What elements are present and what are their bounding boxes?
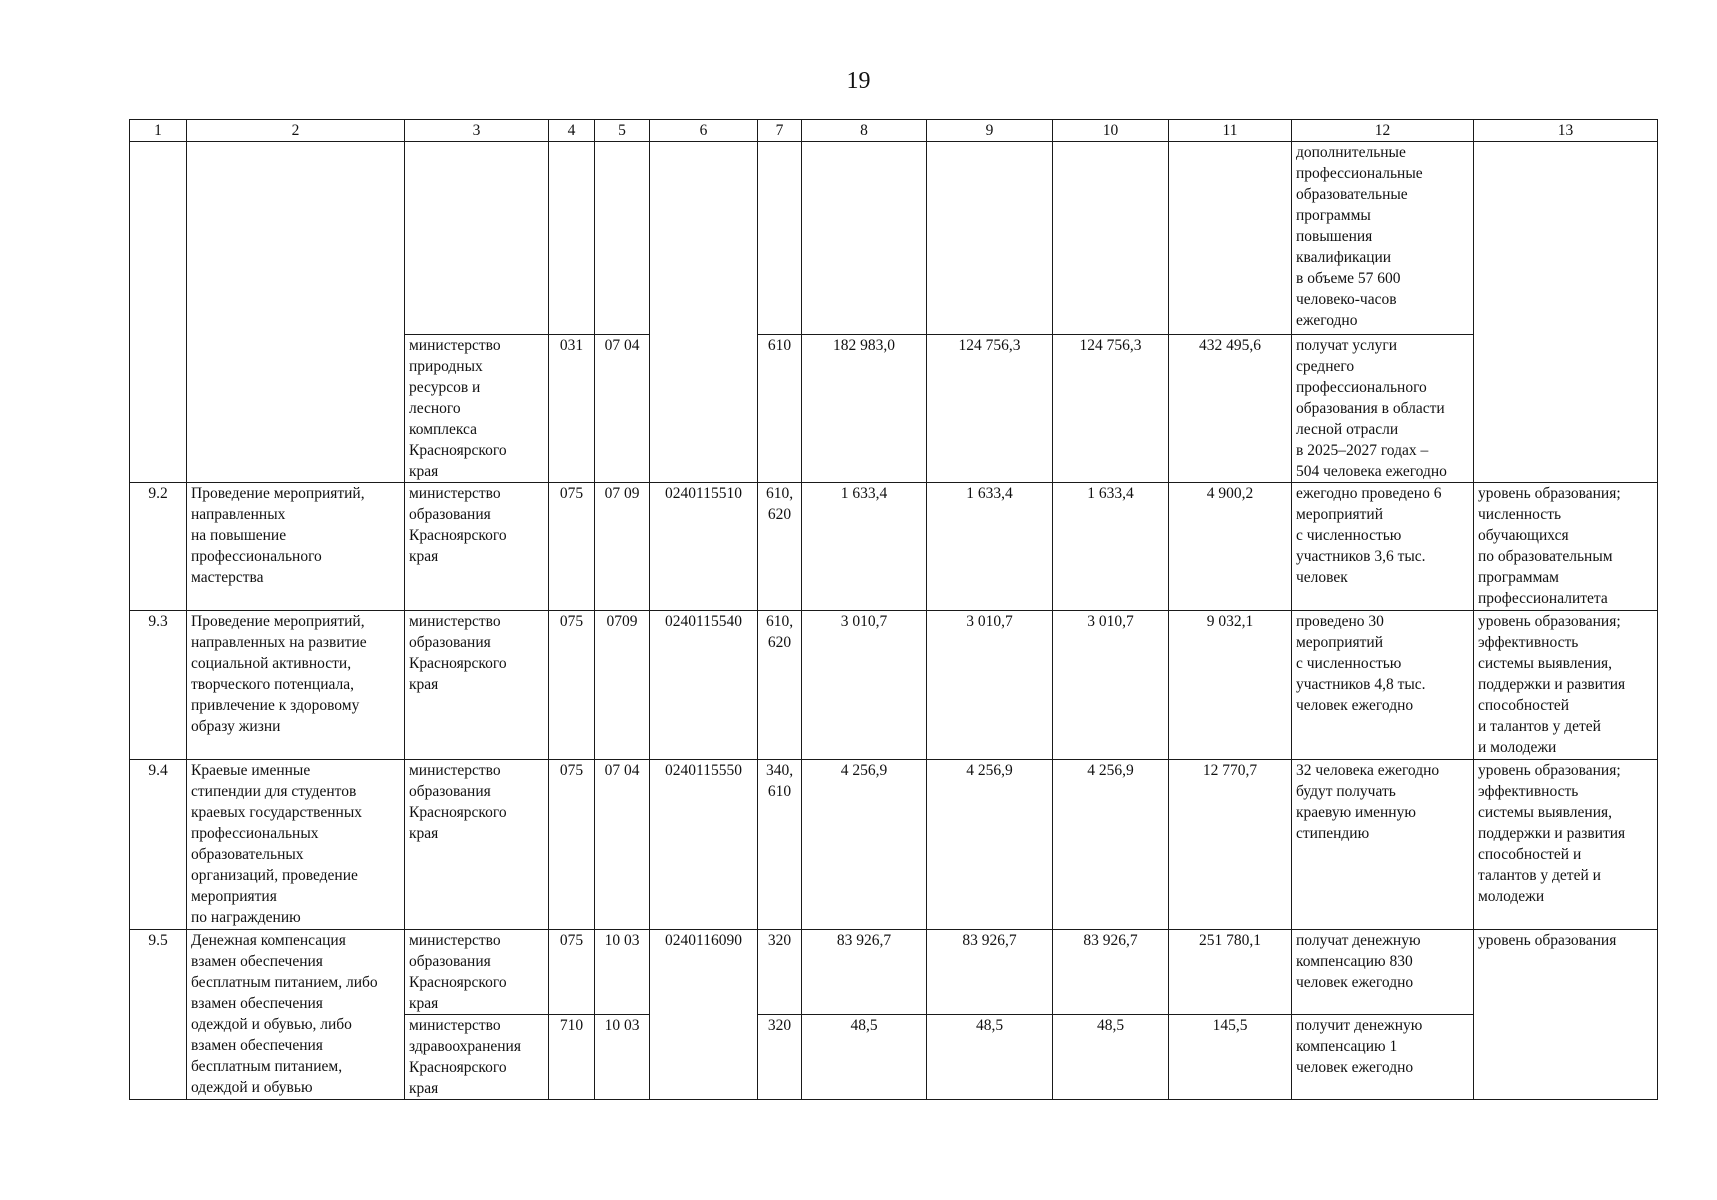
cell-vr: 610, 620	[758, 483, 802, 611]
cell-year-2: 4 256,9	[927, 760, 1053, 930]
cell-rzpr: 10 03	[595, 1015, 650, 1100]
cell-year-1: 182 983,0	[802, 335, 927, 483]
cell-year-1: 1 633,4	[802, 483, 927, 611]
header-cell: 5	[595, 120, 650, 142]
cell-vr: 610	[758, 335, 802, 483]
cell-rzpr: 10 03	[595, 930, 650, 1015]
cell-year-2	[927, 142, 1053, 335]
cell-total: 432 495,6	[1169, 335, 1292, 483]
table-row	[130, 142, 1658, 335]
header-cell: 8	[802, 120, 927, 142]
table-row	[130, 611, 1658, 760]
cell-year-3	[1053, 142, 1169, 335]
cell-total: 9 032,1	[1169, 611, 1292, 760]
header-cell: 1	[130, 120, 187, 142]
cell-year-2: 83 926,7	[927, 930, 1053, 1015]
cell-result: получат денежную компенсацию 830 человек ежегодно	[1292, 930, 1474, 1015]
cell-year-2: 48,5	[927, 1015, 1053, 1100]
table-row	[130, 760, 1658, 930]
cell-result: 32 человека ежегодно будут получать краевую именную стипендию	[1292, 760, 1474, 930]
cell-vr: 610, 620	[758, 611, 802, 760]
cell-executor: министерство природных ресурсов и лесного комплекса Красноярского края	[405, 335, 549, 483]
cell-vr: 320	[758, 930, 802, 1015]
cell-result: ежегодно проведено 6 мероприятий с численностью участников 3,6 тыс. человек	[1292, 483, 1474, 611]
cell-vr: 320	[758, 1015, 802, 1100]
cell-year-1: 83 926,7	[802, 930, 927, 1015]
cell-number: 9.5	[130, 930, 187, 1100]
header-cell: 4	[549, 120, 595, 142]
cell-rzpr: 07 04	[595, 335, 650, 483]
cell-rzpr: 07 09	[595, 483, 650, 611]
cell-year-3: 124 756,3	[1053, 335, 1169, 483]
cell-year-1	[802, 142, 927, 335]
cell-executor: министерство образования Красноярского края	[405, 930, 549, 1015]
cell-year-1: 48,5	[802, 1015, 927, 1100]
cell-total: 4 900,2	[1169, 483, 1292, 611]
cell-year-1: 4 256,9	[802, 760, 927, 930]
cell-year-3: 48,5	[1053, 1015, 1169, 1100]
cell-executor: министерство здравоохранения Красноярского края	[405, 1015, 549, 1100]
cell-grbs: 075	[549, 483, 595, 611]
cell-executor	[405, 142, 549, 335]
table-row	[130, 930, 1658, 1015]
cell-year-3: 83 926,7	[1053, 930, 1169, 1015]
header-cell: 6	[650, 120, 758, 142]
cell-total: 251 780,1	[1169, 930, 1292, 1015]
cell-executor: министерство образования Красноярского края	[405, 760, 549, 930]
cell-result: получат услуги среднего профессионального образования в области лесной отрасли в 2025–2027 годах – 504 человека ежегодно	[1292, 335, 1474, 483]
cell-number: 9.4	[130, 760, 187, 930]
cell-measure: Проведение мероприятий, направленных на повышение профессионального мастерства	[187, 483, 405, 611]
cell-csr: 0240115510	[650, 483, 758, 611]
cell-year-2: 1 633,4	[927, 483, 1053, 611]
cell-grbs: 075	[549, 930, 595, 1015]
cell-csr: 0240116090	[650, 930, 758, 1100]
cell-year-2: 3 010,7	[927, 611, 1053, 760]
header-cell: 12	[1292, 120, 1474, 142]
cell-csr: 0240115540	[650, 611, 758, 760]
cell-indicator	[1474, 142, 1658, 483]
cell-rzpr	[595, 142, 650, 335]
program-table	[129, 119, 1658, 1100]
cell-measure: Краевые именные стипендии для студентов краевых государственных профессиональных образовательных организаций, проведение мероприятия по награждению	[187, 760, 405, 930]
cell-rzpr: 07 04	[595, 760, 650, 930]
cell-result: дополнительные профессиональные образовательные программы повышения квалификации в объеме 57 600 человеко-часов ежегодно	[1292, 142, 1474, 335]
cell-indicator: уровень образования	[1474, 930, 1658, 1100]
cell-measure	[187, 142, 405, 483]
cell-result: получит денежную компенсацию 1 человек ежегодно	[1292, 1015, 1474, 1100]
cell-grbs: 075	[549, 611, 595, 760]
cell-year-3: 3 010,7	[1053, 611, 1169, 760]
header-cell: 13	[1474, 120, 1658, 142]
cell-csr	[650, 142, 758, 483]
cell-grbs: 031	[549, 335, 595, 483]
cell-number	[130, 142, 187, 483]
cell-year-3: 1 633,4	[1053, 483, 1169, 611]
header-cell: 7	[758, 120, 802, 142]
cell-grbs	[549, 142, 595, 335]
header-row	[130, 120, 1658, 142]
cell-year-1: 3 010,7	[802, 611, 927, 760]
page-number: 19	[846, 68, 871, 94]
cell-year-2: 124 756,3	[927, 335, 1053, 483]
cell-vr	[758, 142, 802, 335]
cell-indicator: уровень образования; эффективность системы выявления, поддержки и развития способностей и талантов у детей и молодежи	[1474, 760, 1658, 930]
cell-measure: Денежная компенсация взамен обеспечения бесплатным питанием, либо взамен обеспечения одеждой и обувью, либо взамен обеспечения бесплатным питанием, одеждой и обувью	[187, 930, 405, 1100]
header-cell: 9	[927, 120, 1053, 142]
cell-rzpr: 0709	[595, 611, 650, 760]
cell-result: проведено 30 мероприятий с численностью участников 4,8 тыс. человек ежегодно	[1292, 611, 1474, 760]
cell-csr: 0240115550	[650, 760, 758, 930]
table-row	[130, 483, 1658, 611]
cell-number: 9.2	[130, 483, 187, 611]
cell-grbs: 710	[549, 1015, 595, 1100]
cell-total	[1169, 142, 1292, 335]
cell-executor: министерство образования Красноярского края	[405, 611, 549, 760]
header-cell: 11	[1169, 120, 1292, 142]
cell-executor: министерство образования Красноярского края	[405, 483, 549, 611]
cell-total: 12 770,7	[1169, 760, 1292, 930]
header-cell: 10	[1053, 120, 1169, 142]
cell-year-3: 4 256,9	[1053, 760, 1169, 930]
header-cell: 2	[187, 120, 405, 142]
cell-total: 145,5	[1169, 1015, 1292, 1100]
header-cell: 3	[405, 120, 549, 142]
cell-indicator: уровень образования; численность обучающихся по образовательным программам профессионалитета	[1474, 483, 1658, 611]
cell-number: 9.3	[130, 611, 187, 760]
cell-indicator: уровень образования; эффективность системы выявления, поддержки и развития способностей и талантов у детей и молодежи	[1474, 611, 1658, 760]
cell-vr: 340, 610	[758, 760, 802, 930]
cell-measure: Проведение мероприятий, направленных на развитие социальной активности, творческого потенциала, привлечение к здоровому образу жизни	[187, 611, 405, 760]
cell-grbs: 075	[549, 760, 595, 930]
